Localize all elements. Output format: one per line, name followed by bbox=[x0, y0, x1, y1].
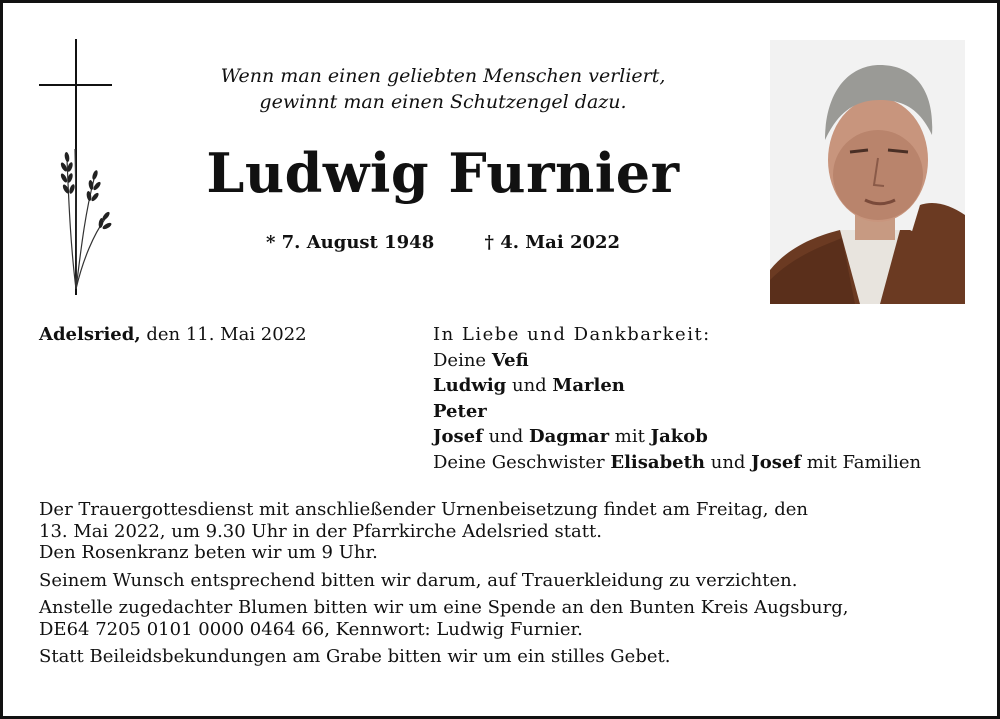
mourner-name: Jakob bbox=[650, 426, 708, 447]
notice-line: Anstelle zugedachter Blumen bitten wir um eine Spende an den Bunten Kreis Augsburg, bbox=[39, 597, 849, 618]
mourner-line bbox=[433, 450, 921, 476]
notice-line: Der Trauergottesdienst mit anschließender Urnenbeisetzung findet am Freitag, den bbox=[39, 499, 809, 520]
quote-line-1: Wenn man einen geliebten Menschen verliert, bbox=[220, 65, 666, 87]
mourner-name: Elisabeth bbox=[610, 451, 706, 473]
notice-line: DE64 7205 0101 0000 0464 66, Kennwort: Ludwig Furnier. bbox=[39, 618, 583, 640]
mourner-text: Deine Geschwister bbox=[433, 451, 611, 473]
funeral-notices bbox=[39, 499, 969, 674]
mourners-list bbox=[433, 322, 921, 475]
portrait-photo bbox=[770, 40, 965, 304]
mourner-text: und bbox=[506, 375, 553, 396]
birth-date: * 7. August 1948 bbox=[265, 232, 435, 253]
mourner-name: Vefi bbox=[491, 349, 529, 371]
donation-notice bbox=[39, 597, 969, 640]
mourner-line bbox=[433, 373, 921, 399]
mourner-text: mit bbox=[609, 426, 651, 447]
service-notice bbox=[39, 499, 969, 564]
mourner-text: Deine bbox=[433, 349, 492, 371]
mourner-line bbox=[433, 348, 921, 374]
mourner-name: Josef bbox=[433, 426, 483, 447]
mourner-name: Dagmar bbox=[529, 426, 610, 447]
mourner-text: und bbox=[482, 426, 530, 447]
cross-with-wheat-icon bbox=[39, 39, 119, 299]
mourner-text: mit Familien bbox=[801, 451, 922, 473]
mourner-line bbox=[433, 399, 921, 425]
mourners-intro: In Liebe und Dankbarkeit: bbox=[433, 324, 711, 345]
place: Adelsried, bbox=[39, 324, 141, 345]
mourner-name: Josef bbox=[751, 451, 802, 473]
notice-line: 13. Mai 2022, um 9.30 Uhr in der Pfarrkirche Adelsried statt. bbox=[39, 520, 602, 542]
mourner-line bbox=[433, 424, 921, 450]
mourner-name: Peter bbox=[433, 400, 487, 422]
mourner-name: Marlen bbox=[552, 375, 625, 396]
notice-line: Den Rosenkranz beten wir um 9 Uhr. bbox=[39, 542, 378, 563]
death-date: † 4. Mai 2022 bbox=[484, 232, 621, 253]
deceased-name: Ludwig Furnier bbox=[206, 141, 680, 205]
mourner-text: und bbox=[705, 451, 752, 473]
date: den 11. Mai 2022 bbox=[140, 324, 307, 345]
memorial-quote bbox=[183, 63, 703, 115]
mourner-name: Ludwig bbox=[433, 375, 507, 396]
place-and-date bbox=[39, 322, 307, 348]
quote-line-2: gewinnt man einen Schutzengel dazu. bbox=[259, 91, 627, 113]
life-dates bbox=[183, 232, 703, 253]
dress-notice: Seinem Wunsch entsprechend bitten wir darum, auf Trauerkleidung zu verzichten. bbox=[39, 569, 798, 591]
condolence-notice: Statt Beileidsbekundungen am Grabe bitten wir um ein stilles Gebet. bbox=[39, 646, 671, 667]
